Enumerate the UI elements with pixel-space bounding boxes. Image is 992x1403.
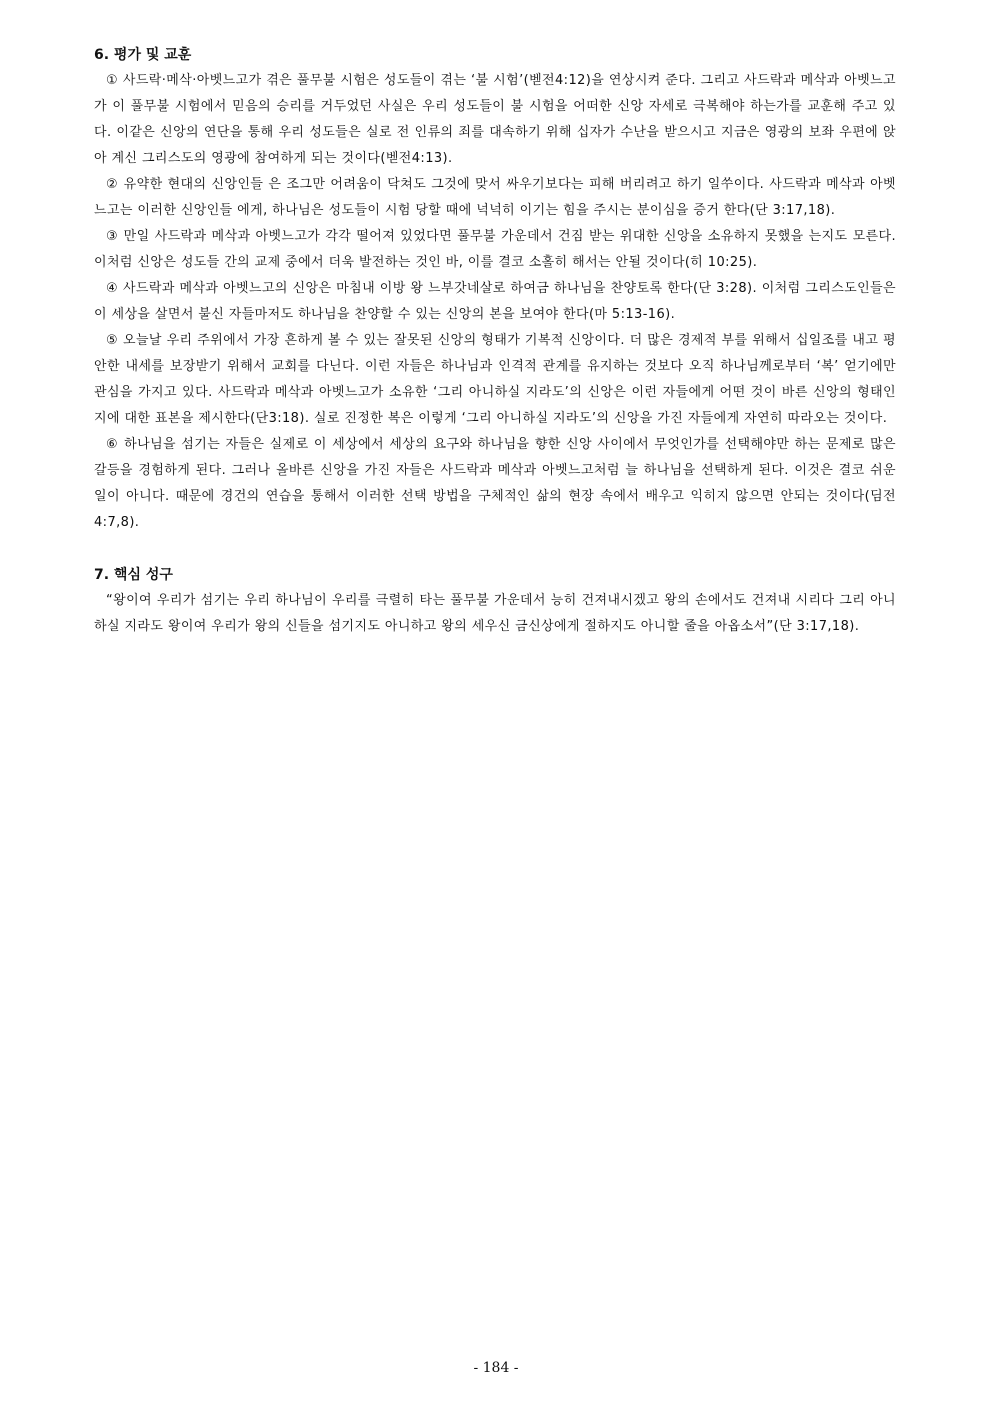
paragraph-6: ⑥ 하나님을 섬기는 자들은 실제로 이 세상에서 세상의 요구와 하나님을 향한 신앙 사이에서 무엇인가를 선택해야만 하는 문제로 많은 갈등을 경험하게 된다. 그러나 올바른 신앙을 가진 자들은 사드락과 메삭과 아벳느고처럼 늘 하나님을 선택하게 된다. 이것은 결코 쉬운 일이 아니다. 때문에 경건의 연습을 통해서 이러한 선택 방법을 구체적인 삶의 현장 속에서 배우고 익히지 않으면 안되는 것이다(딤전 4:7,8). xyxy=(94,437,896,530)
paragraph-2: ② 유약한 현대의 신앙인들 은 조그만 어려움이 닥쳐도 그것에 맞서 싸우기보다는 피해 버리려고 하기 일쑤이다. 사드락과 메삭과 아벳느고는 이러한 신앙인들 에게, 하나님은 성도들이 시험 당할 때에 넉넉히 이기는 힘을 주시는 분이심을 증거 한다(단 3:17,18). xyxy=(94,177,896,218)
section-title-evaluation: 6. 평가 및 교훈 xyxy=(94,47,192,63)
page-number: - 184 - xyxy=(473,1360,519,1376)
paragraph-3: ③ 만일 사드락과 메삭과 아벳느고가 각각 떨어져 있었다면 풀무불 가운데서 건짐 받는 위대한 신앙을 소유하지 못했을 는지도 모른다. 이처럼 신앙은 성도들 간의 교제 중에서 더욱 발전하는 것인 바, 이를 결코 소홀히 해서는 안될 것이다(히 10:25). xyxy=(94,229,896,270)
paragraph-5: ⑤ 오늘날 우리 주위에서 가장 흔하게 볼 수 있는 잘못된 신앙의 형태가 기복적 신앙이다. 더 많은 경제적 부를 위해서 십일조를 내고 평안한 내세를 보장받기 위해서 교회를 다닌다. 이런 자들은 하나님과 인격적 관계를 유지하는 것보다 오직 하나님께로부터 ‘복’ 얻기에만 관심을 가지고 있다. 사드락과 메삭과 아벳느고가 소유한 ‘그리 아니하실 지라도’의 신앙은 이런 자들에게 어떤 것이 바른 신앙의 형태인지에 대한 표본을 제시한다(단3:18). 실로 진정한 복은 이렇게 ‘그리 아니하실 지라도’의 신앙을 가진 자들에게 자연히 따라오는 것이다. xyxy=(94,333,896,426)
paragraph-4: ④ 사드락과 메삭과 아벳느고의 신앙은 마침내 이방 왕 느부갓네살로 하여금 하나님을 찬양토록 한다(단 3:28). 이처럼 그리스도인들은 이 세상을 살면서 불신 자들마저도 하나님을 찬양할 수 있는 신앙의 본을 보여야 한다(마 5:13-16). xyxy=(94,281,896,322)
key-verse-text: “왕이여 우리가 섬기는 우리 하나님이 우리를 극렬히 타는 풀무불 가운데서 능히 건져내시겠고 왕의 손에서도 건져내 시리다 그리 아니하실 지라도 왕이여 우리가 왕의 신들을 섬기지도 아니하고 왕의 세우신 금신상에게 절하지도 아니할 줄을 아옵소서”(단 3:17,18). xyxy=(94,593,896,634)
page-content xyxy=(94,42,896,640)
section-spacer xyxy=(94,536,896,562)
paragraph-1: ① 사드락·메삭·아벳느고가 겪은 풀무불 시험은 성도들이 겪는 ‘불 시험’(벧전4:12)을 연상시켜 준다. 그리고 사드락과 메삭과 아벳느고가 이 풀무불 시험에서 믿음의 승리를 거두었던 사실은 우리 성도들이 불 시험을 어떠한 신앙 자세로 극복해야 하는가를 교훈해 주고 있다. 이같은 신앙의 연단을 통해 우리 성도들은 실로 전 인류의 죄를 대속하기 위해 십자가 수난을 받으시고 지금은 영광의 보좌 우편에 앉아 계신 그리스도의 영광에 참여하게 되는 것이다(벧전4:13). xyxy=(94,73,896,166)
section-title-key-verse: 7. 핵심 성구 xyxy=(94,567,173,583)
